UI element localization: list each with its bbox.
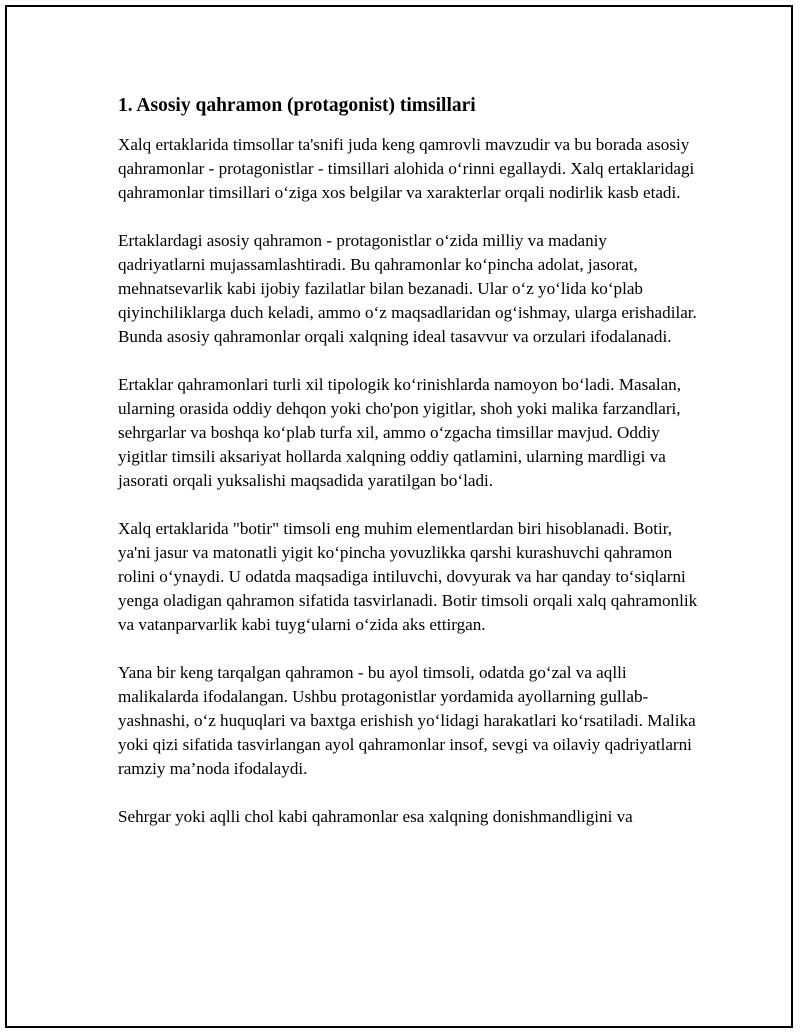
paragraph-1: Xalq ertaklarida timsollar ta'snifi juda keng qamrovli mavzudir va bu borada asosiy qahramonlar - protagonistlar - timsillari alohida o‘rinni egallaydi. Xalq ertaklaridagi qahramonlar timsillari o‘ziga xos belgilar va xarakterlar orqali nodirlik kasb etadi. bbox=[118, 135, 695, 202]
paragraph-4: Xalq ertaklarida "botir" timsoli eng muhim elementlardan biri hisoblanadi. Botir, ya'ni jasur va matonatli yigit ko‘pincha yovuzlikka qarshi kurashuvchi qahramon rolini o‘ynaydi. U odatda maqsadiga intiluvchi, dovyurak va har qanday to‘siqlarni yenga oladigan qahramon sifatida tasvirlanadi. Botir timsoli orqali xalq qahramonlik va vatanparvarlik kabi tuyg‘ularni o‘zida aks ettirgan. bbox=[118, 519, 698, 634]
paragraph-5: Yana bir keng tarqalgan qahramon - bu ayol timsoli, odatda go‘zal va aqlli malikalarda ifodalangan. Ushbu protagonistlar yordamida ayollarning gullab-yashnashi, o‘z huquqlari va baxtga erishish yo‘lidagi harakatlari ko‘rsatiladi. Malika yoki qizi sifatida tasvirlangan ayol qahramonlar insof, sevgi va oilaviy qadriyatlarni ramziy ma’noda ifodalaydi. bbox=[118, 663, 696, 778]
paragraph-6: Sehrgar yoki aqlli chol kabi qahramonlar esa xalqning donishmandligini va bbox=[118, 807, 633, 826]
paragraph-2: Ertaklardagi asosiy qahramon - protagonistlar o‘zida milliy va madaniy qadriyatlarni mujassamlashtiradi. Bu qahramonlar ko‘pincha adolat, jasorat, mehnatsevarlik kabi ijobiy fazilatlar bilan bezanadi. Ular o‘z yo‘lida ko‘plab qiyinchiliklarga duch keladi, ammo o‘z maqsadlaridan og‘ishmay, ularga erishadilar. Bunda asosiy qahramonlar orqali xalqning ideal tasavvur va orzulari ifodalanadi. bbox=[118, 231, 697, 346]
section-heading: 1. Asosiy qahramon (protagonist) timsillari bbox=[118, 95, 476, 116]
paragraph-3: Ertaklar qahramonlari turli xil tipologik ko‘rinishlarda namoyon bo‘ladi. Masalan, ularning orasida oddiy dehqon yoki cho'pon yigitlar, shoh yoki malika farzandlari, sehrgarlar va boshqa ko‘plab turfa xil, ammo o‘zgacha timsillar mavjud. Oddiy yigitlar timsili aksariyat hollarda xalqning oddiy qatlamini, ularning mardligi va jasorati orqali yuksalishi maqsadida yaratilgan bo‘ladi. bbox=[118, 375, 682, 490]
document-body bbox=[118, 93, 698, 853]
